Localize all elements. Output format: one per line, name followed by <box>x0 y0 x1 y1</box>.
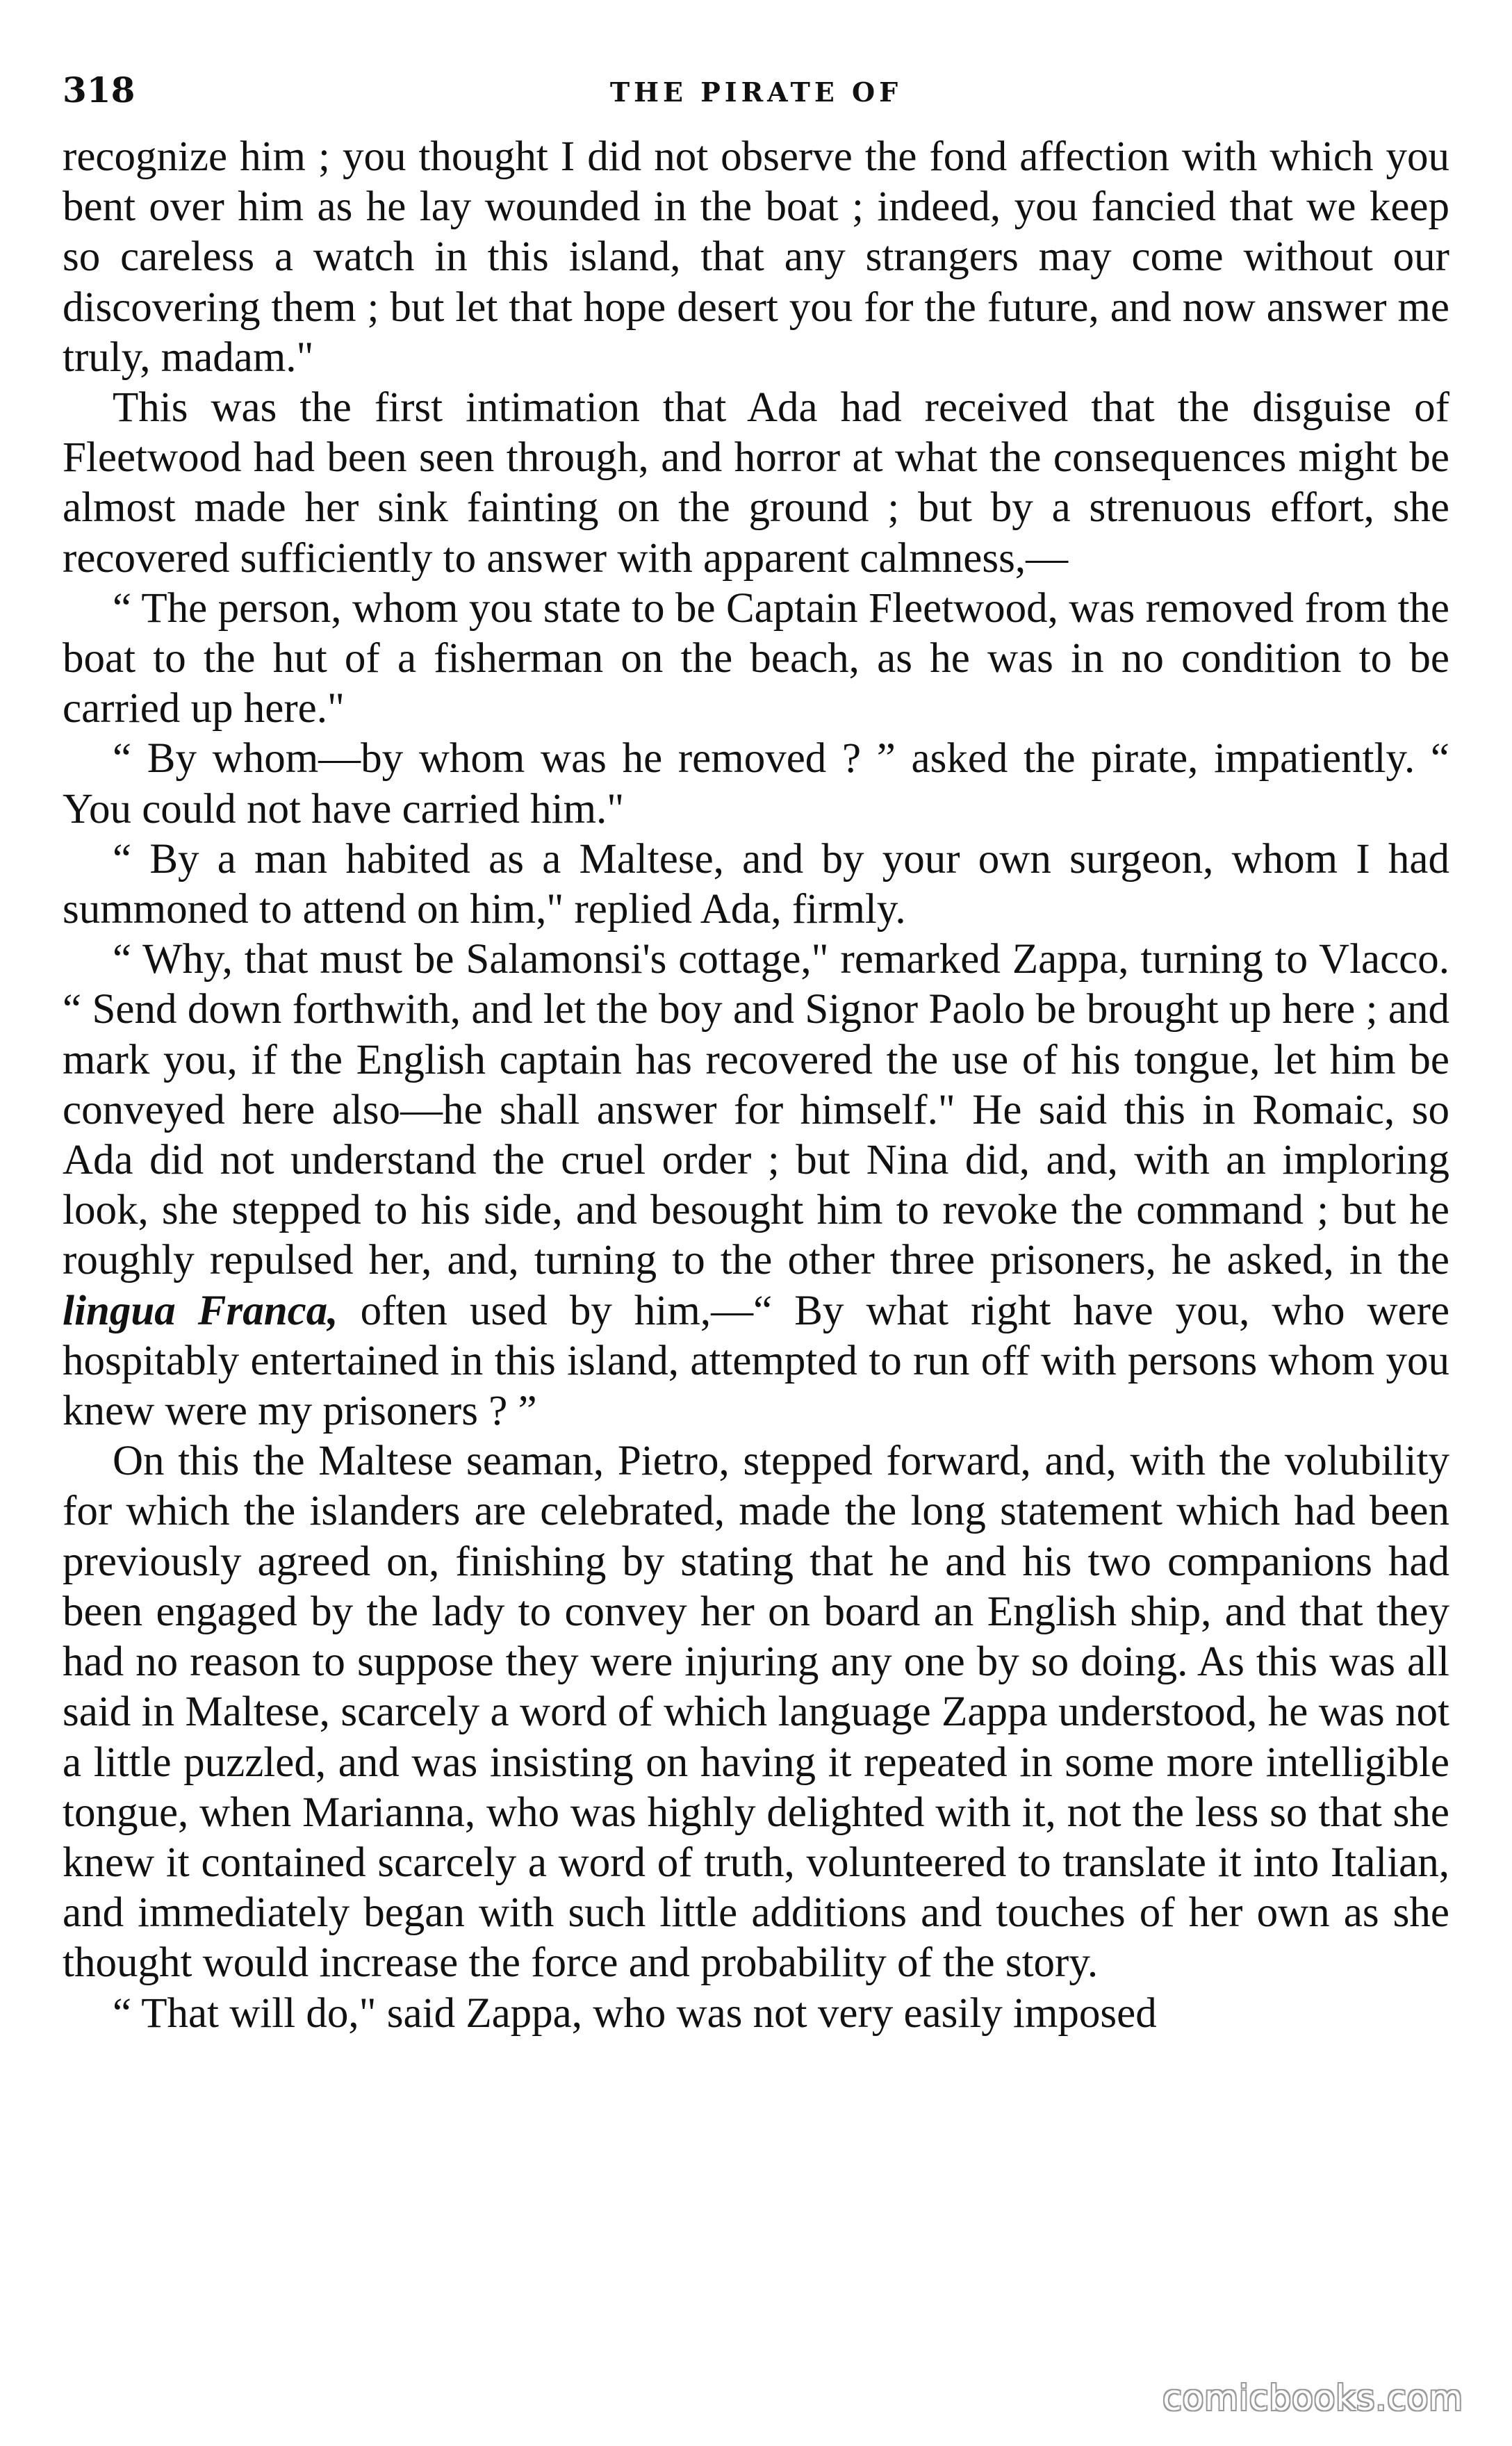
running-head <box>63 63 1449 132</box>
paragraph-6 <box>63 935 1449 1436</box>
paragraph-6-italic: lingua Franca, <box>63 1287 338 1334</box>
paragraph-1: recognize him ; you thought I did not observe the fond affection with which you bent over him as he lay wounded in the boat ; indeed, you fancied that we keep so careless a watch in this island, that any strangers may come without our discovering them ; but let that hope desert you for the future, and now answer me truly, madam." <box>63 133 1449 381</box>
body-text <box>63 132 1449 2039</box>
paragraph-5: “ By a man habited as a Maltese, and by your own surgeon, whom I had summoned to attend on him," replied Ada, firmly. <box>63 835 1449 933</box>
paragraph-3: “ The person, whom you state to be Captain Fleetwood, was removed from the boat to the hut of a fisherman on the beach, as he was in no condition to be carried up here." <box>63 584 1449 732</box>
paragraph-8: “ That will do," said Zappa, who was not very easily imposed <box>113 1989 1157 2037</box>
page-number: 318 <box>63 69 135 110</box>
paragraph-6-part-b: often used by him,—“ By what right have you, who were hospitably entertained in this island, attempted to run off with persons whom you knew were my prisoners ? ” <box>63 1287 1450 1435</box>
watermark-logo: comicbooks.com <box>1162 2378 1463 2418</box>
paragraph-7: On this the Maltese seaman, Pietro, stepped forward, and, with the volubility for which the islanders are celebrated, made the long statement which had been previously agreed on, finishing by stating that he and his two companions had been engaged by the lady to convey her on board an English ship, and that they had no reason to suppose they were injuring any one by so doing. As this was all said in Maltese, scarcely a word of which language Zappa understood, he was not a little puzzled, and was insisting on having it repeated in some more intelligible tongue, when Marianna, who was highly delighted with it, not the less so that she knew it contained scarcely a word of truth, volunteered to translate it into Italian, and immediately began with such little additions and touches of her own as she thought would increase the force and probability of the story. <box>63 1438 1449 1987</box>
paragraph-6-part-a: “ Why, that must be Salamonsi's cottage," remarked Zappa, turning to Vlacco. “ Send down forthwith, and let the boy and Signor Paolo be brought up here ; and mark you, if the English captain has recovered the use of his tongue, let him be conveyed here also—he shall answer for himself." He said this in Romaic, so Ada did not understand the cruel order ; but Nina did, and, with an imploring look, she stepped to his side, and besought him to revoke the command ; but he roughly repulsed her, and, turning to the other three prisoners, he asked, in the <box>63 936 1449 1284</box>
book-page <box>63 63 1449 2425</box>
paragraph-4: “ By whom—by whom was he removed ? ” asked the pirate, impatiently. “ You could not have carried him." <box>63 735 1449 832</box>
running-title: THE PIRATE OF <box>609 76 903 108</box>
paragraph-2: This was the first intimation that Ada had received that the disguise of Fleetwood had been seen through, and horror at what the consequences might be almost made her sink fainting on the ground ; but by a strenuous effort, she recovered sufficiently to answer with apparent calmness,— <box>63 384 1449 582</box>
